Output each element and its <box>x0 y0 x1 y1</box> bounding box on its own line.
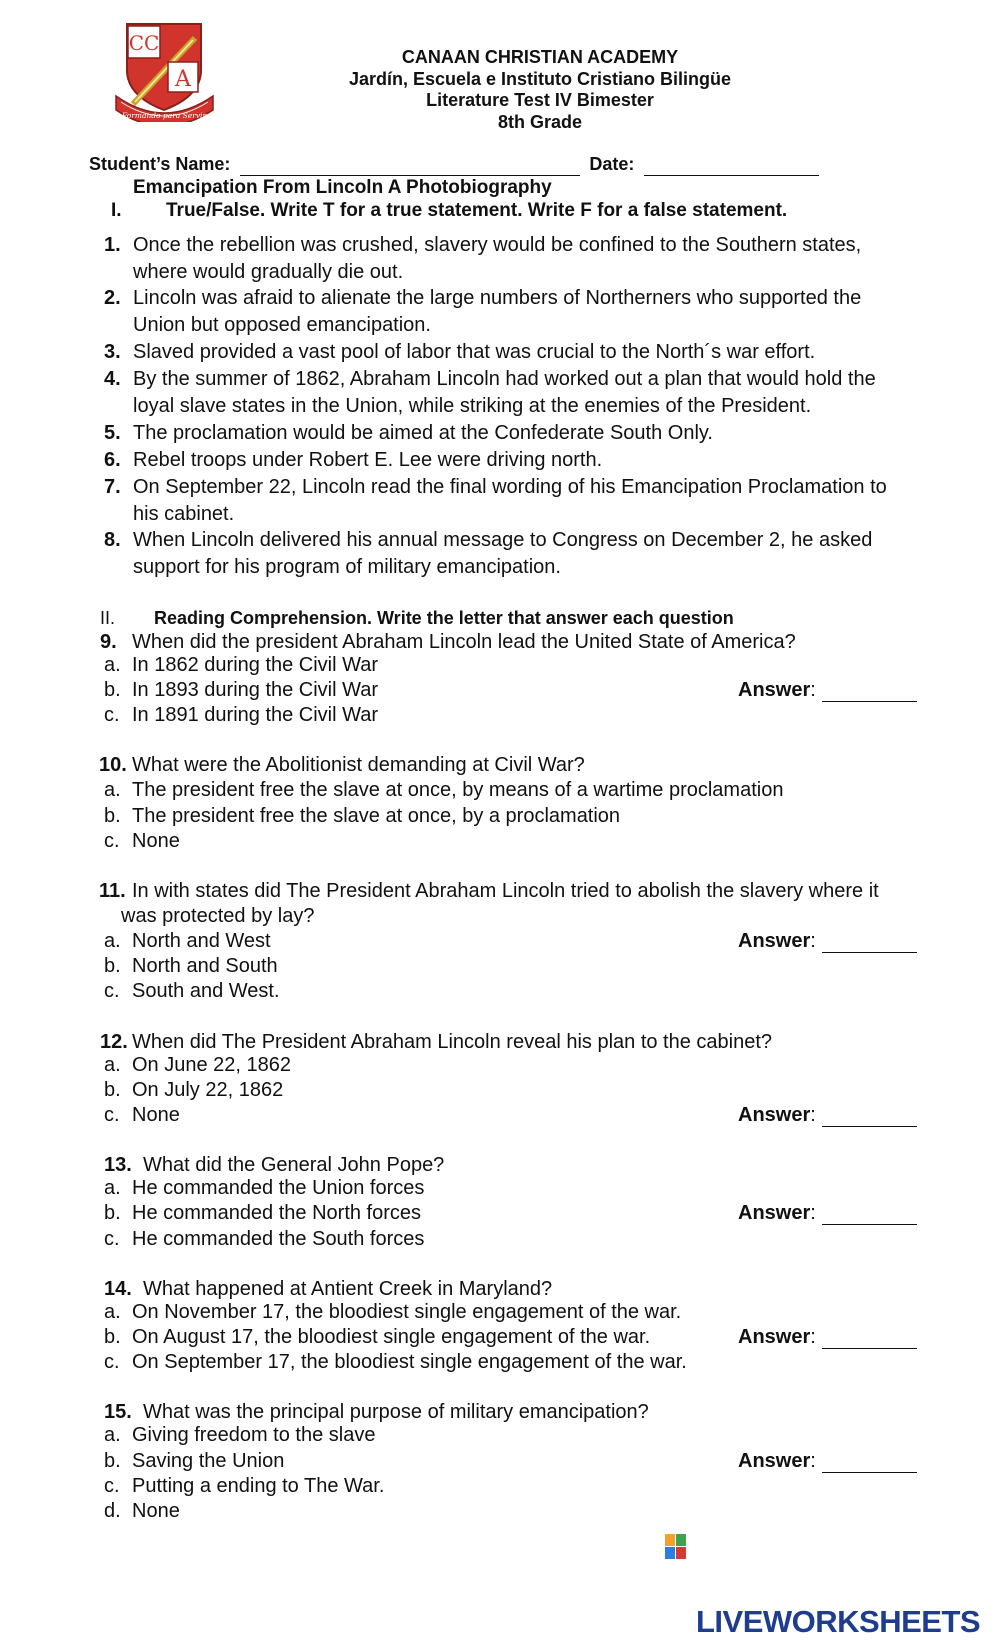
answer-label: Answer <box>738 1202 811 1224</box>
option-text: In 1862 during the Civil War <box>132 654 379 676</box>
question-text: When did the president Abraham Lincoln lead the United State of America? <box>132 631 796 653</box>
school-name: CANAAN CHRISTIAN ACADEMY <box>401 47 679 67</box>
tf-item-number: 1. <box>104 234 121 256</box>
option-text: He commanded the North forces <box>132 1202 422 1224</box>
option-text: The president free the slave at once, by a proclamation <box>132 805 621 827</box>
liveworksheets-logo <box>665 1534 687 1560</box>
option-letter: c. <box>104 1104 120 1126</box>
answer-label: Answer <box>738 679 811 701</box>
option-text: North and South <box>132 955 278 977</box>
option-letter: b. <box>104 1202 121 1224</box>
test-title: Literature Test IV Bimester <box>426 90 654 110</box>
question-text: In with states did The President Abraham Lincoln tried to abolish the slavery where it <box>132 880 879 902</box>
option-text: On November 17, the bloodiest single engagement of the war. <box>132 1301 682 1323</box>
question-number: 11. <box>99 880 126 902</box>
date-input[interactable] <box>644 155 819 176</box>
question-number: 10. <box>99 754 127 776</box>
answer-colon: : <box>810 1202 816 1224</box>
answer-colon: : <box>810 1104 816 1126</box>
answer-input[interactable] <box>822 1452 917 1473</box>
answer-label: Answer <box>738 1104 811 1126</box>
option-letter: b. <box>104 1450 121 1472</box>
tf-item-number: 8. <box>104 529 121 551</box>
tf-item-text: Rebel troops under Robert E. Lee were driving north. <box>133 449 603 471</box>
tf-item-number: 6. <box>104 449 121 471</box>
answer-field <box>738 1450 917 1473</box>
option-letter: c. <box>104 830 120 852</box>
tf-item-text: On September 22, Lincoln read the final wording of his Emancipation Proclamation to <box>133 476 887 498</box>
option-letter: a. <box>104 779 121 801</box>
tf-item-text: support for his program of military emancipation. <box>133 556 561 578</box>
option-text: Giving freedom to the slave <box>132 1424 376 1446</box>
answer-field <box>738 1326 917 1349</box>
answer-colon: : <box>810 1450 816 1472</box>
grade-label: 8th Grade <box>497 112 583 132</box>
school-logo <box>113 18 217 122</box>
option-text: Saving the Union <box>132 1450 285 1472</box>
footer-brand: LIVEWORKSHEETS <box>696 1604 981 1639</box>
tf-item-text: his cabinet. <box>133 503 235 525</box>
option-letter: c. <box>104 1351 120 1373</box>
answer-field <box>738 679 917 702</box>
logo-letter-a: A <box>175 67 191 92</box>
student-name-label: Student’s Name: <box>89 154 231 174</box>
tf-item-text: Lincoln was afraid to alienate the large numbers of Northerners who supported the <box>133 287 862 309</box>
option-text: None <box>132 1500 180 1522</box>
question-number: 15. <box>104 1401 132 1423</box>
question-number: 12. <box>100 1031 128 1053</box>
option-letter: b. <box>104 679 121 701</box>
answer-colon: : <box>810 1326 816 1348</box>
option-letter: a. <box>104 1054 121 1076</box>
tf-item-text: The proclamation would be aimed at the Confederate South Only. <box>133 422 713 444</box>
option-letter: a. <box>104 1301 121 1323</box>
tf-item-number: 3. <box>104 341 121 363</box>
tf-item-text: Union but opposed emancipation. <box>133 314 431 336</box>
question-text: What were the Abolitionist demanding at Civil War? <box>132 754 585 776</box>
question-text: What was the principal purpose of military emancipation? <box>143 1401 649 1423</box>
tf-item-text: where would gradually die out. <box>133 261 404 283</box>
answer-field <box>738 1202 917 1225</box>
logo-motto: Formando para Servir <box>121 111 207 120</box>
date-label: Date: <box>589 154 635 174</box>
option-text: In 1893 during the Civil War <box>132 679 379 701</box>
tf-item-number: 5. <box>104 422 121 444</box>
option-text: On August 17, the bloodiest single engagement of the war. <box>132 1326 651 1348</box>
option-text: In 1891 during the Civil War <box>132 704 379 726</box>
option-letter: b. <box>104 955 121 977</box>
answer-colon: : <box>810 930 816 952</box>
question-number: 9. <box>100 631 117 653</box>
question-text: was protected by lay? <box>121 905 315 927</box>
answer-field <box>738 930 917 953</box>
answer-label: Answer <box>738 930 811 952</box>
option-letter: c. <box>104 704 120 726</box>
question-text: What happened at Antient Creek in Maryland? <box>143 1278 553 1300</box>
option-text: On June 22, 1862 <box>132 1054 292 1076</box>
tf-item-text: When Lincoln delivered his annual message to Congress on December 2, he asked <box>133 529 873 551</box>
question-number: 14. <box>104 1278 132 1300</box>
question-number: 13. <box>104 1154 132 1176</box>
tf-item-text: loyal slave states in the Union, while striking at the enemies of the President. <box>133 395 812 417</box>
option-text: None <box>132 830 180 852</box>
answer-input[interactable] <box>822 681 917 702</box>
section1-instruction: True/False. Write T for a true statement. Write F for a false statement. <box>166 200 788 221</box>
answer-input[interactable] <box>822 1328 917 1349</box>
option-text: None <box>132 1104 180 1126</box>
option-letter: c. <box>104 980 120 1002</box>
option-text: The president free the slave at once, by means of a wartime proclamation <box>132 779 784 801</box>
option-letter: a. <box>104 654 121 676</box>
option-text: He commanded the South forces <box>132 1228 425 1250</box>
option-text: He commanded the Union forces <box>132 1177 425 1199</box>
question-text: What did the General John Pope? <box>143 1154 445 1176</box>
school-subtitle: Jardín, Escuela e Instituto Cristiano Bilingüe <box>348 69 732 89</box>
option-text: On July 22, 1862 <box>132 1079 284 1101</box>
option-letter: d. <box>104 1500 121 1522</box>
tf-item-number: 4. <box>104 368 121 390</box>
option-letter: a. <box>104 1424 121 1446</box>
student-name-row <box>89 154 819 176</box>
answer-label: Answer <box>738 1450 811 1472</box>
book-title: Emancipation From Lincoln A Photobiography <box>133 177 552 198</box>
option-letter: a. <box>104 930 121 952</box>
answer-input[interactable] <box>822 932 917 953</box>
option-letter: b. <box>104 1326 121 1348</box>
section1-numeral: I. <box>111 200 122 221</box>
tf-item-text: Once the rebellion was crushed, slavery would be confined to the Southern states, <box>133 234 862 256</box>
answer-colon: : <box>810 679 816 701</box>
option-letter: c. <box>104 1228 120 1250</box>
answer-input[interactable] <box>822 1204 917 1225</box>
answer-input[interactable] <box>822 1106 917 1127</box>
option-text: North and West <box>132 930 271 952</box>
option-text: Putting a ending to The War. <box>132 1475 385 1497</box>
answer-label: Answer <box>738 1326 811 1348</box>
tf-item-text: Slaved provided a vast pool of labor that was crucial to the North´s war effort. <box>133 341 816 363</box>
option-text: South and West. <box>132 980 280 1002</box>
option-text: On September 17, the bloodiest single engagement of the war. <box>132 1351 687 1373</box>
section2-numeral: II. <box>100 608 116 628</box>
option-letter: a. <box>104 1177 121 1199</box>
option-letter: c. <box>104 1475 120 1497</box>
section2-instruction: Reading Comprehension. Write the letter that answer each question <box>154 608 734 628</box>
logo-letters-cc: CC <box>128 31 160 55</box>
tf-item-number: 2. <box>104 287 121 309</box>
answer-field <box>738 1104 917 1127</box>
tf-item-number: 7. <box>104 476 121 498</box>
student-name-input[interactable] <box>240 155 580 176</box>
option-letter: b. <box>104 805 121 827</box>
tf-item-text: By the summer of 1862, Abraham Lincoln had worked out a plan that would hold the <box>133 368 876 390</box>
option-letter: b. <box>104 1079 121 1101</box>
question-text: When did The President Abraham Lincoln reveal his plan to the cabinet? <box>132 1031 773 1053</box>
